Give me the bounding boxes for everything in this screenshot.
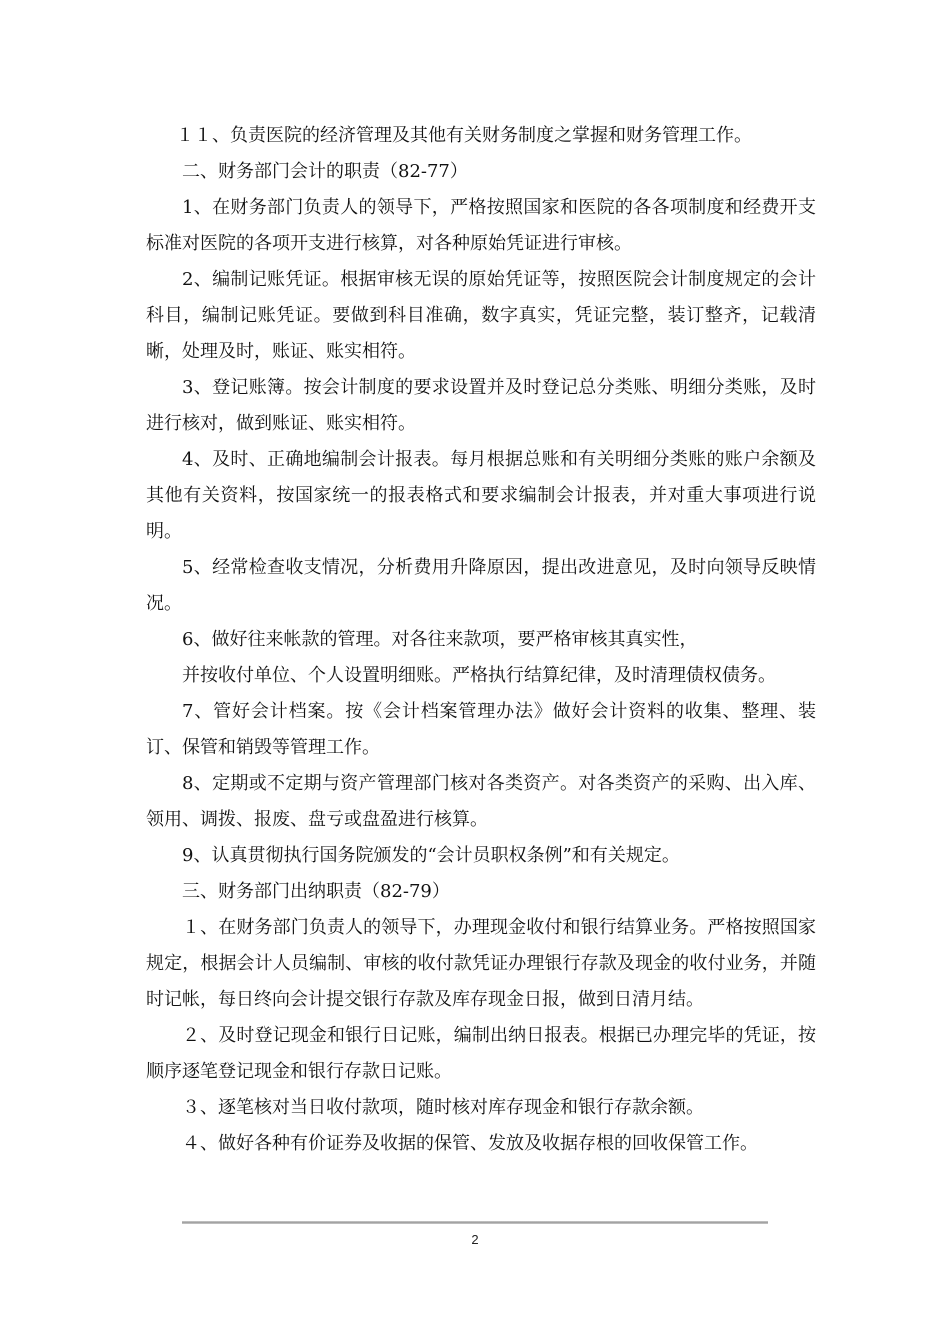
cashier-duty-3: ３、逐笔核对当日收付款项，随时核对库存现金和银行存款余额。 bbox=[182, 1097, 704, 1118]
footer-divider bbox=[182, 1221, 768, 1224]
accountant-duty-6: 6、做好往来帐款的管理。对各往来款项，要严格审核其真实性， bbox=[182, 629, 698, 650]
accountant-duty-8: 8、定期或不定期与资产管理部门核对各类资产。对各类资产的采购、出入库、领用、调拨、报废、盘亏或盘盈进行核算。 bbox=[146, 773, 816, 830]
accountant-duty-5: 5、经常检查收支情况，分析费用升降原因，提出改进意见，及时向领导反映情况。 bbox=[146, 557, 816, 614]
page-body bbox=[146, 118, 816, 1162]
accountant-duty-7: 7、管好会计档案。按《会计档案管理办法》做好会计资料的收集、整理、装订、保管和销毁等管理工作。 bbox=[146, 701, 816, 758]
accountant-duty-2: 2、编制记账凭证。根据审核无误的原始凭证等，按照医院会计制度规定的会计科目，编制记账凭证。要做到科目准确，数字真实，凭证完整，装订整齐，记载清晰，处理及时，账证、账实相符。 bbox=[146, 269, 816, 362]
section-heading-cashier-duties: 三、财务部门出纳职责（82-79） bbox=[182, 881, 450, 902]
section-heading-accountant-duties: 二、财务部门会计的职责（82-77） bbox=[182, 161, 468, 182]
accountant-duty-4: 4、及时、正确地编制会计报表。每月根据总账和有关明细分类账的账户余额及其他有关资料，按国家统一的报表格式和要求编制会计报表，并对重大事项进行说明。 bbox=[146, 449, 816, 542]
accountant-duty-1: 1、在财务部门负责人的领导下，严格按照国家和医院的各各项制度和经费开支标准对医院的各项开支进行核算，对各种原始凭证进行审核。 bbox=[146, 197, 816, 254]
cashier-duty-1: １、在财务部门负责人的领导下，办理现金收付和银行结算业务。严格按照国家规定，根据会计人员编制、审核的收付款凭证办理银行存款及现金的收付业务，并随时记帐，每日终向会计提交银行存款及库存现金日报，做到日清月结。 bbox=[146, 917, 816, 1010]
paragraph-item-11: １１、负责医院的经济管理及其他有关财务制度之掌握和财务管理工作。 bbox=[176, 125, 752, 146]
accountant-duty-6-continued: 并按收付单位、个人设置明细账。严格执行结算纪律，及时清理债权债务。 bbox=[182, 665, 776, 686]
cashier-duty-4: ４、做好各种有价证券及收据的保管、发放及收据存根的回收保管工作。 bbox=[182, 1133, 758, 1154]
page-number: 2 bbox=[471, 1232, 479, 1247]
accountant-duty-3: 3、登记账簿。按会计制度的要求设置并及时登记总分类账、明细分类账，及时进行核对，做到账证、账实相符。 bbox=[146, 377, 816, 434]
cashier-duty-2: ２、及时登记现金和银行日记账，编制出纳日报表。根据已办理完毕的凭证，按顺序逐笔登记现金和银行存款日记账。 bbox=[146, 1025, 816, 1082]
accountant-duty-9: 9、认真贯彻执行国务院颁发的“会计员职权条例”和有关规定。 bbox=[182, 845, 680, 866]
